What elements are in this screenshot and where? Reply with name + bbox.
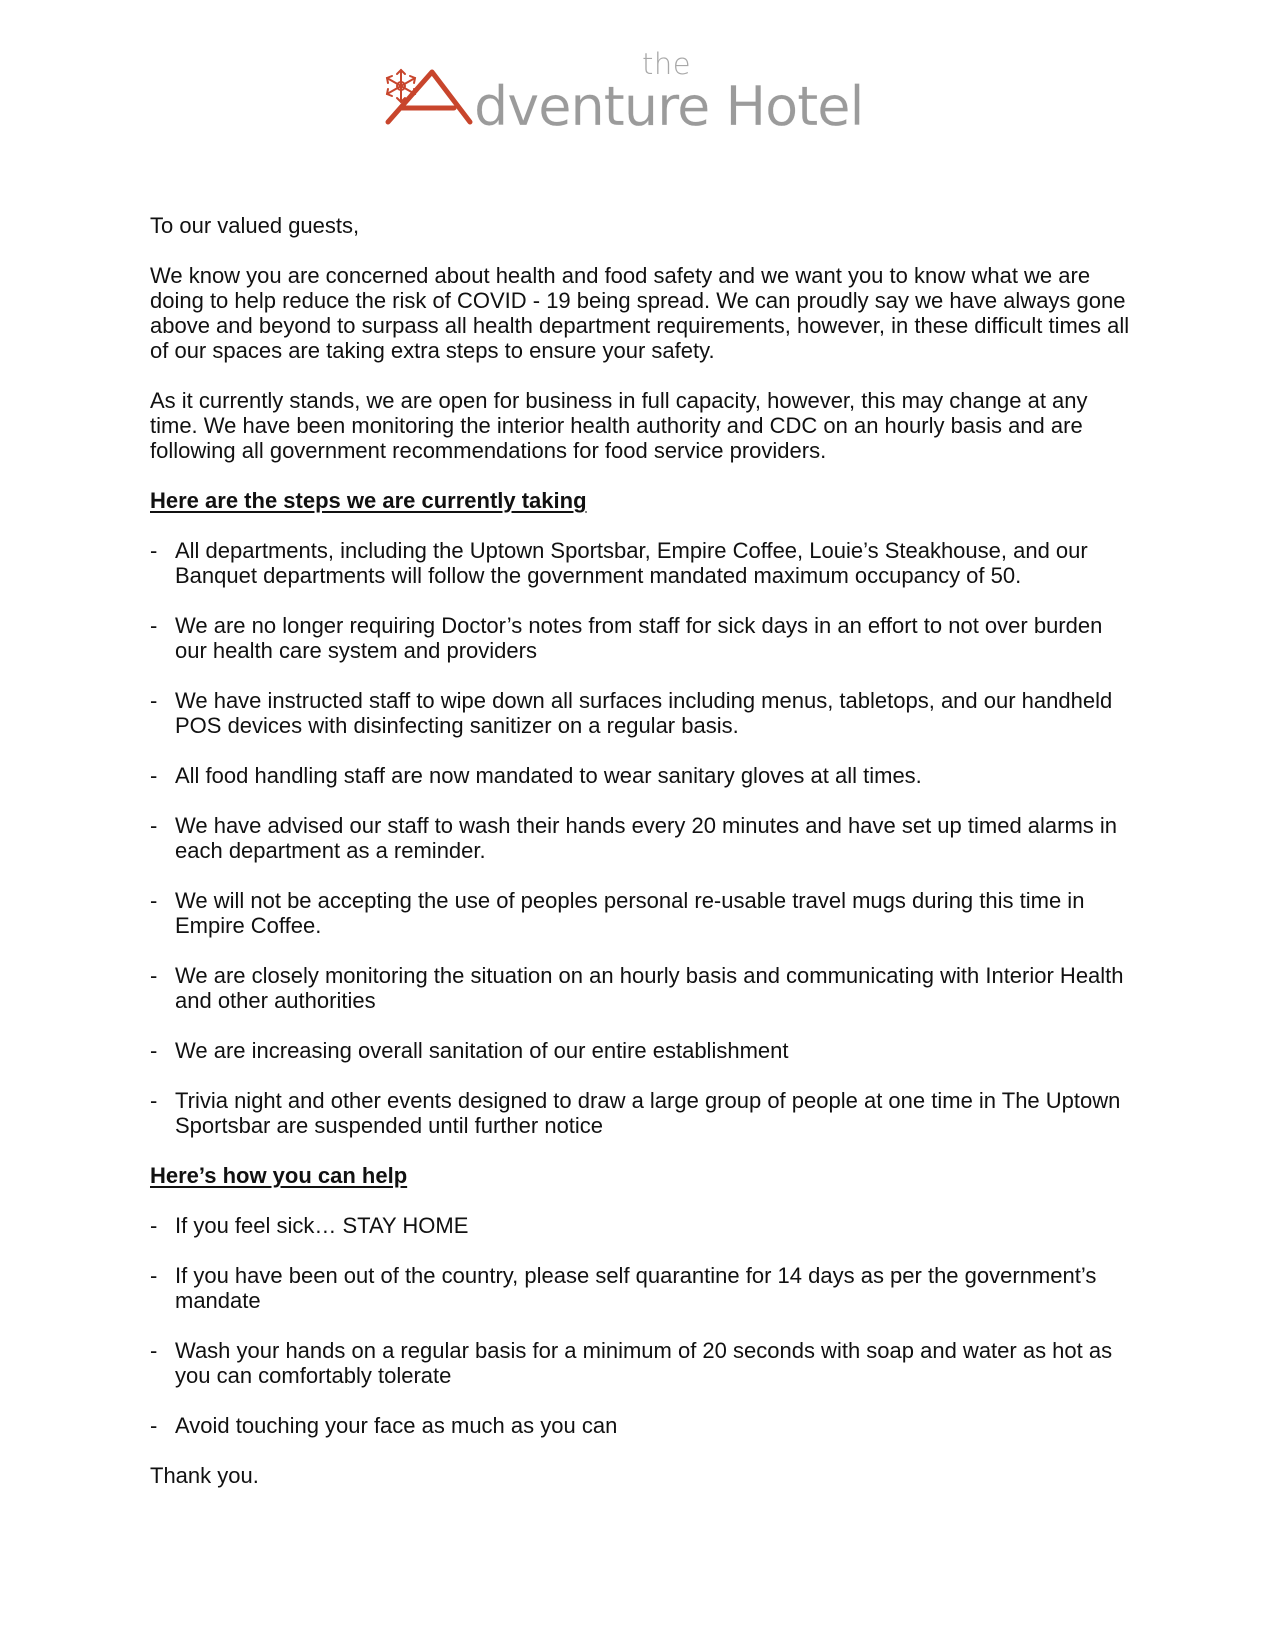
bullet-dash: - (150, 613, 158, 638)
bullet-dash: - (150, 1338, 158, 1363)
logo-the-text: the (642, 47, 692, 81)
status-paragraph: As it currently stands, we are open for business in full capacity, however, this may change at any time. We have been monitoring the interior health authority and CDC on an hourly basis and are following all government recommendations for food service providers. (150, 388, 1088, 463)
list-item-text: We are increasing overall sanitation of our entire establishment (175, 1038, 789, 1063)
list-item-text: All departments, including the Uptown Sportsbar, Empire Coffee, Louie’s Steakhouse, and our Banquet departments will follow the government mandated maximum occupancy of 50. (175, 538, 1088, 588)
list-item-text: We will not be accepting the use of peoples personal re-usable travel mugs during this time in Empire Coffee. (175, 888, 1085, 938)
greeting: To our valued guests, (150, 213, 360, 238)
list-item (150, 1038, 1135, 1063)
list-item (150, 1088, 1135, 1138)
bullet-dash: - (150, 1213, 158, 1238)
list-item-text: Avoid touching your face as much as you can (175, 1413, 618, 1438)
bullet-dash: - (150, 813, 158, 838)
list-item-text: Wash your hands on a regular basis for a minimum of 20 seconds with soap and water as hot as you can comfortably tolerate (175, 1338, 1113, 1388)
logo-name: dventure Hotel (474, 75, 864, 138)
steps-list (150, 538, 1135, 1138)
bullet-dash: - (150, 538, 158, 563)
list-item (150, 963, 1135, 1013)
bullet-dash: - (150, 1088, 158, 1113)
list-item-text: All food handling staff are now mandated to wear sanitary gloves at all times. (175, 763, 922, 788)
hotel-logo (380, 47, 880, 150)
list-item-text: We are no longer requiring Doctor’s notes from staff for sick days in an effort to not over burden our health care system and providers (175, 613, 1103, 663)
list-item-text: If you have been out of the country, please self quarantine for 14 days as per the government’s mandate (175, 1263, 1097, 1313)
list-item-text: We have instructed staff to wipe down all surfaces including menus, tabletops, and our handheld POS devices with disinfecting sanitizer on a regular basis. (175, 688, 1113, 738)
list-item (150, 888, 1135, 938)
bullet-dash: - (150, 963, 158, 988)
bullet-dash: - (150, 763, 158, 788)
steps-heading: Here are the steps we are currently taking (150, 488, 587, 513)
help-list (150, 1213, 1135, 1438)
bullet-dash: - (150, 888, 158, 913)
list-item-text: We are closely monitoring the situation on an hourly basis and communicating with Interior Health and other authorities (175, 963, 1124, 1013)
list-item (150, 613, 1135, 663)
bullet-dash: - (150, 1038, 158, 1063)
closing: Thank you. (150, 1463, 259, 1488)
letter-body (150, 213, 1135, 1513)
bullet-dash: - (150, 1263, 158, 1288)
bullet-dash: - (150, 688, 158, 713)
logo-graphic (380, 50, 480, 130)
logo-name-text (474, 75, 864, 138)
list-item (150, 1213, 1135, 1238)
list-item-text: Trivia night and other events designed to draw a large group of people at one time in The Uptown Sportsbar are suspended until further notice (175, 1088, 1121, 1138)
bullet-dash: - (150, 1413, 158, 1438)
list-item (150, 763, 1135, 788)
list-item (150, 688, 1135, 738)
list-item (150, 1263, 1135, 1313)
list-item-text: If you feel sick… STAY HOME (175, 1213, 469, 1238)
list-item (150, 813, 1135, 863)
list-item-text: We have advised our staff to wash their hands every 20 minutes and have set up timed alarms in each department as a reminder. (175, 813, 1118, 863)
help-heading: Here’s how you can help (150, 1163, 408, 1188)
list-item (150, 538, 1135, 588)
intro-paragraph: We know you are concerned about health and food safety and we want you to know what we are doing to help reduce the risk of COVID - 19 being spread. We can proudly say we have always gone above and beyond to surpass all health department requirements, however, in these difficult times all of our spaces are taking extra steps to ensure your safety. (150, 263, 1130, 363)
list-item (150, 1338, 1135, 1388)
list-item (150, 1413, 1135, 1438)
